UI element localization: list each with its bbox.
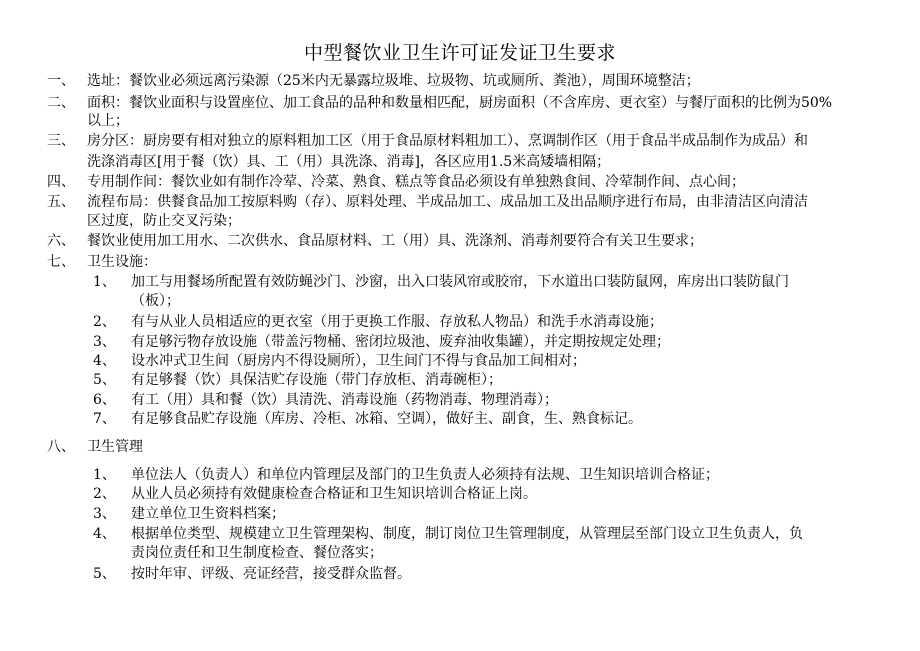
item-text: 专用制作间：餐饮业如有制作冷荤、冷菜、熟食、糕点等食品必须设有单独熟食间、冷荤制作间、点心间；	[87, 174, 745, 190]
item-number: 五、	[47, 194, 75, 210]
sub-item-text: 加工与用餐场所配置有效防蝇沙门、沙窗，出入口装风帘或胶帘，下水道出口装防鼠网，库房出口装防鼠门	[131, 274, 789, 290]
item-text: 餐饮业使用加工用水、二次供水、食品原材料、工（用）具、洗涤剂、消毒剂要符合有关卫生要求；	[87, 233, 703, 249]
item-text: 卫生设施：	[87, 254, 157, 270]
sub-item-text: 设水冲式卫生间（厨房内不得设厕所），卫生间门不得与食品加工间相对；	[131, 353, 586, 369]
sub-item-number: 4、	[93, 353, 116, 369]
sub-item-text: 有工（用）具和餐（饮）具清洗、消毒设施（药物消毒、物理消毒）；	[131, 392, 558, 408]
sub-item-text: 责岗位责任和卫生制度检查、餐位落实；	[131, 545, 383, 561]
sub-item-number: 4、	[93, 526, 116, 542]
item-number: 一、	[47, 73, 75, 89]
sub-item-number: 2、	[93, 314, 116, 330]
item-text: 选址：餐饮业必须远离污染源（25米内无暴露垃圾堆、垃圾物、坑或厕所、粪池），周围环境整洁；	[87, 73, 700, 89]
sub-item-number: 2、	[93, 486, 116, 502]
sub-item-text: 根据单位类型、规模建立卫生管理架构、制度，制订岗位卫生管理制度，从管理层至部门设立卫生负责人，负	[131, 526, 803, 542]
sub-item-number: 7、	[93, 411, 116, 427]
item-number: 四、	[47, 174, 75, 190]
item-text: 流程布局：供餐食品加工按原料购（存）、原料处理、半成品加工、成品加工及出品顺序进行布局，由非清洁区向清洁	[87, 194, 808, 210]
sub-item-text: （板）；	[131, 293, 180, 309]
sub-item-text: 单位法人（负责人）和单位内管理层及部门的卫生负责人必须持有法规、卫生知识培训合格证；	[131, 467, 719, 483]
item-text: 面积：餐饮业面积与设置座位、加工食品的品种和数量相匹配，厨房面积（不含库房、更衣室）与餐厅面积的比例为50%	[87, 95, 833, 111]
sub-item-number: 6、	[93, 392, 116, 408]
sub-item-number: 1、	[93, 274, 116, 290]
item-number: 六、	[47, 233, 75, 249]
sub-item-text: 按时年审、评级、亮证经营，接受群众监督。	[131, 566, 411, 582]
item-text: 以上；	[87, 113, 129, 129]
sub-item-number: 3、	[93, 334, 116, 350]
sub-item-text: 有足够餐（饮）具保洁贮存设施（带门存放柜、消毒碗柜）；	[131, 372, 502, 388]
sub-item-text: 从业人员必须持有效健康检查合格证和卫生知识培训合格证上岗。	[131, 486, 537, 502]
item-text: 房分区：厨房要有相对独立的原料粗加工区（用于食品原材料粗加工）、烹调制作区（用于食品半成品制作为成品）和	[87, 133, 808, 149]
item-text: 洗涤消毒区[用于餐（饮）具、工（用）具洗涤、消毒]，各区应用1.5米高矮墙相隔；	[87, 154, 611, 170]
item-number: 三、	[47, 133, 75, 149]
sub-item-number: 1、	[93, 467, 116, 483]
item-number: 七、	[47, 254, 75, 270]
sub-item-text: 有与从业人员相适应的更衣室（用于更换工作服、存放私人物品）和洗手水消毒设施；	[131, 314, 663, 330]
document-title: 中型餐饮业卫生许可证发证卫生要求	[303, 42, 616, 64]
item-number: 八、	[47, 439, 75, 455]
sub-item-text: 建立单位卫生资料档案；	[131, 506, 285, 522]
item-text: 区过度，防止交叉污染；	[87, 213, 241, 229]
sub-item-number: 5、	[93, 372, 116, 388]
item-number: 二、	[47, 95, 75, 111]
sub-item-number: 3、	[93, 506, 116, 522]
sub-item-number: 5、	[93, 566, 116, 582]
item-text: 卫生管理	[87, 439, 143, 455]
sub-item-text: 有足够食品贮存设施（库房、冷柜、冰箱、空调），做好主、副食，生、熟食标记。	[131, 411, 642, 427]
sub-item-text: 有足够污物存放设施（带盖污物桶、密闭垃圾池、废弃油收集罐），并定期按规定处理；	[131, 334, 670, 350]
